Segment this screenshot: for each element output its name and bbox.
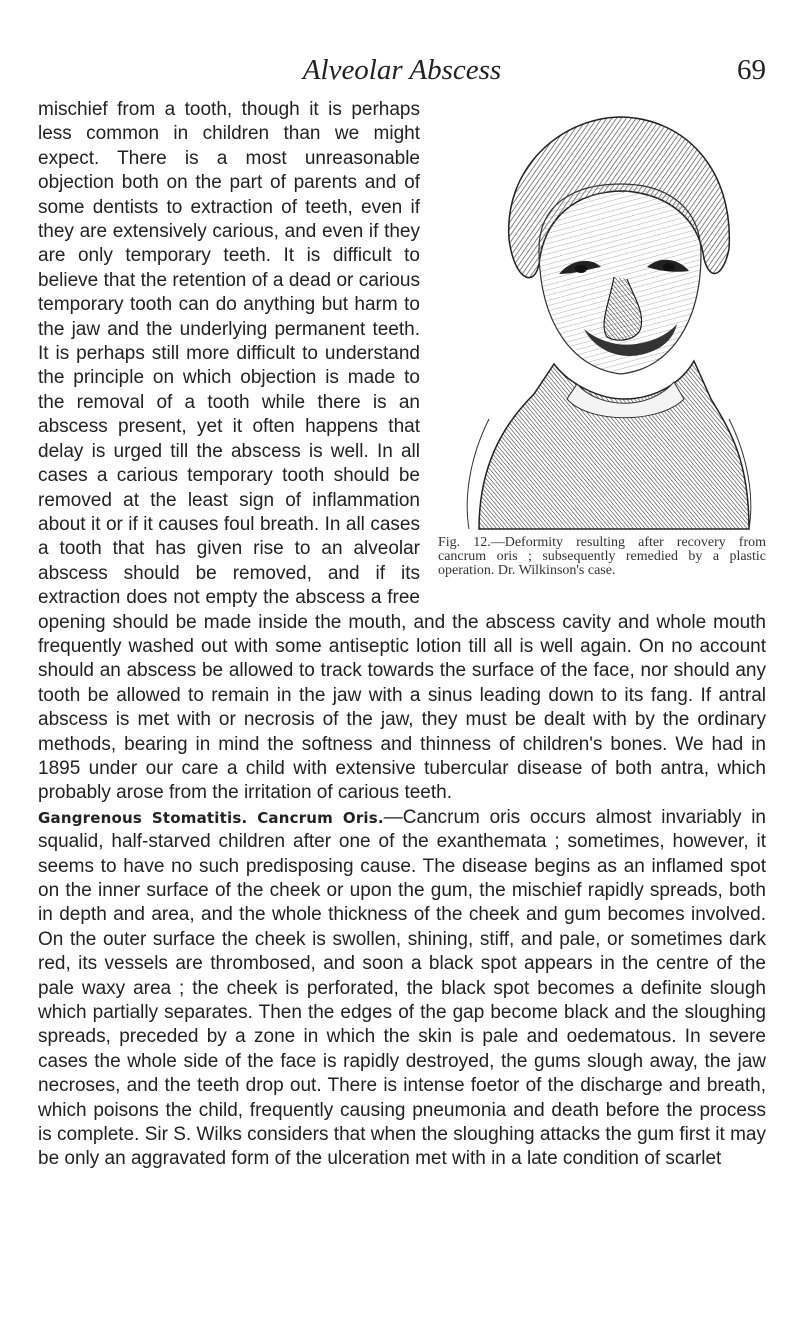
figure-12	[438, 99, 766, 600]
paragraph-alveolar-abscess: mischief from a tooth, though it is perhaps less common in children than we might expect. There is a most unreasonable objection both on the part of parents and of some dentists to extraction of teeth, even if they are extensively carious, and even if they are only temporary teeth. It is difficult to believe that the retention of a dead or carious temporary tooth can do anything but harm to the jaw and the underlying permanent teeth. It is perhaps still more difficult to understand the principle on which objection is made to the removal of a tooth while there is an abscess present, yet it often happens that delay is urged till the abscess is well. In all cases a carious temporary tooth should be removed at the least sign of inflammation about it or if it causes foul breath. In all cases a tooth that has given rise to an alveolar abscess should be removed, and if its extraction does not empty the abscess a free opening should be made inside the mouth, and the abscess cavity and whole mouth frequently washed out with some antiseptic lotion till all is well again. On no account should an abscess be allowed to track towards the surface of the face, nor should any tooth be allowed to remain in the jaw with a sinus leading down to its fang. If antral abscess is met with or necrosis of the jaw, they must be dealt with by the ordinary methods, bearing in mind the softness and thinness of children's bones. We had in 1895 under our care a child with extensive tubercular disease of both antra, which probably arose from the irritation of carious teeth.	[38, 99, 766, 804]
paragraph-cancrum-oris-text: —Cancrum oris occurs almost invariably in squalid, half-starved children after one of the exanthemata ; sometimes, however, it seems to have no such predisposing cause. The disease begins as an inflamed spot on the inner surface of the cheek or upon the gum, the mischief rapidly spreads, both in depth and area, and the whole thickness of the cheek and gum becomes involved. On the outer surface the cheek is swollen, shining, stiff, and pale, or sometimes dark red, its vessels are thrombosed, and soon a black spot appears in the centre of the pale waxy area ; the cheek is perforated, the black spot becomes a definite slough which partially separates. Then the edges of the gap become black and the sloughing spreads, preceded by a zone in which the skin is pale and oedematous. In severe cases the whole side of the face is rapidly destroyed, the gums slough away, the jaw necroses, and the teeth drop out. There is intense foetor of the discharge and breath, which poisons the child, frequently causing pneumonia and death before the process is complete. Sir S. Wilks considers that when the sloughing attacks the gum first it may be only an aggravated form of the ulceration met with in a late condition of scarlet	[38, 806, 766, 1170]
running-title: Alveolar Abscess	[302, 54, 502, 86]
engraving-illustration	[449, 99, 759, 534]
page-number: 69	[737, 54, 766, 86]
figure-caption: Fig. 12.—Deformity resulting after recovery from cancrum oris ; subsequently remedied by a plastic operation. Dr. Wilkinson's case.	[438, 535, 766, 578]
paragraph-cancrum-oris	[38, 806, 766, 1172]
page-header	[38, 50, 766, 90]
section-heading: Gangrenous Stomatitis. Cancrum Oris.	[38, 808, 384, 827]
body-text	[38, 98, 766, 1172]
